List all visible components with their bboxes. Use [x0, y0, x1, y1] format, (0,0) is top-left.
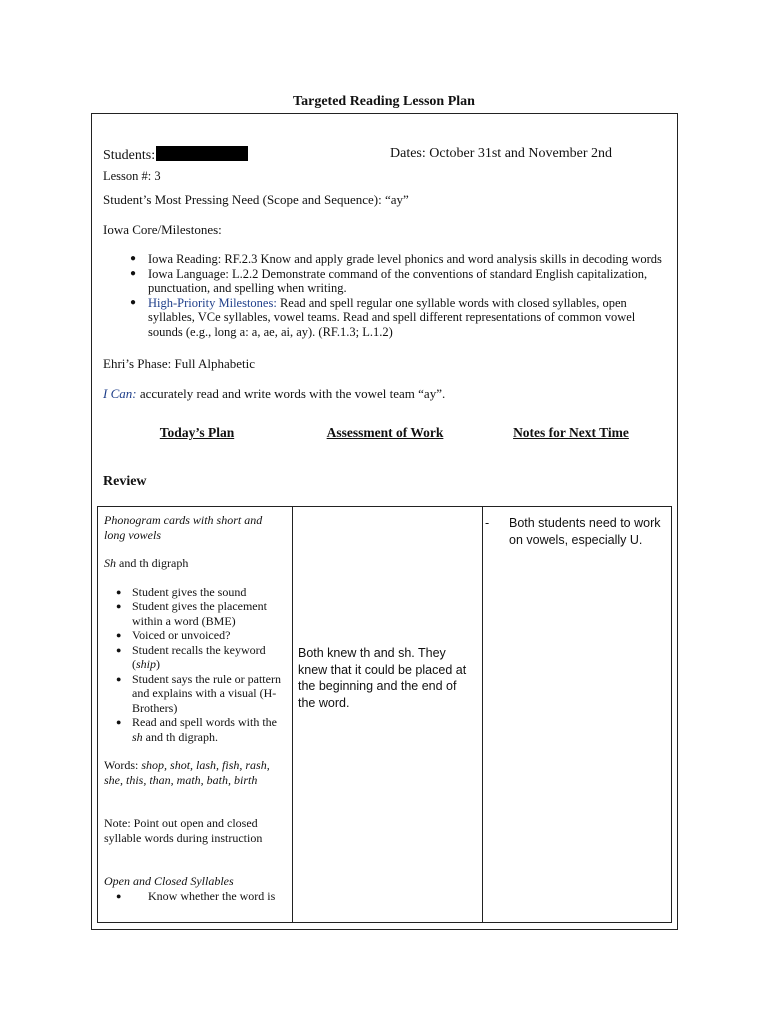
high-priority-label: High-Priority Milestones: [148, 295, 277, 310]
digraph-sh: Sh [104, 556, 116, 570]
milestone-item-reading: ● Iowa Reading: RF.2.3 Know and apply grade level phonics and word analysis skills in decoding words [130, 252, 670, 267]
dates-text: Dates: October 31st and November 2nd [390, 146, 612, 161]
i-can-statement [103, 386, 445, 401]
milestone-item-language: ● Iowa Language: L.2.2 Demonstrate command of the conventions of standard English capitalization, punctuation, and spelling when writing. [130, 267, 670, 296]
list-item: ● Student gives the placement within a word (BME) [104, 599, 286, 628]
pressing-need: Student’s Most Pressing Need (Scope and Sequence): “ay” [103, 192, 409, 207]
syllables-heading: Open and Closed Syllables [104, 874, 234, 888]
list-item: ● Know whether the word is [104, 889, 286, 904]
list-item: ● Student gives the sound [104, 585, 286, 600]
list-item: ● Read and spell words with the sh and th digraph. [104, 715, 286, 744]
ehri-phase: Ehri’s Phase: Full Alphabetic [103, 356, 256, 371]
notes-cell [485, 515, 664, 548]
column-header-notes: Notes for Next Time [513, 425, 629, 440]
redacted-names [156, 146, 248, 161]
word-list: Words: shop, shot, lash, fish, rash, she, this, than, math, bath, birth [104, 758, 270, 787]
review-heading: Review [103, 474, 147, 489]
plan-table [97, 506, 672, 923]
milestone-list [130, 252, 670, 339]
high-priority-text: Read and spell regular one syllable words with closed syllables, open syllables, VCe syllables, vowel teams. Read and spell different representations of common vowel sounds (e.g., long a: a, ae, ai, ay). (RF.1.3; L.1.2) [148, 295, 636, 339]
column-header-todays-plan: Today’s Plan [159, 425, 235, 440]
todays-plan-cell [104, 513, 286, 903]
milestone-item-high-priority [130, 296, 670, 340]
list-item: ● Voiced or unvoiced? [104, 628, 286, 643]
i-can-text: accurately read and write words with the vowel team “ay”. [136, 386, 446, 401]
digraph-steps-list [104, 585, 286, 745]
students-label: Students: [103, 148, 156, 163]
syllables-list [104, 889, 286, 904]
assessment-cell: Both knew th and sh. They knew that it could be placed at the beginning and the end of the word. [298, 646, 467, 710]
column-divider [292, 507, 293, 922]
iowa-core-heading: Iowa Core/Milestones: [103, 222, 222, 237]
column-header-assessment: Assessment of Work [326, 425, 444, 440]
lesson-number: Lesson #: 3 [103, 169, 161, 183]
list-item: ● Student recalls the keyword (ship) [104, 643, 286, 672]
instruction-note: Note: Point out open and closed syllable words during instruction [104, 816, 263, 845]
dash-bullet: - [485, 516, 490, 530]
document-title: Targeted Reading Lesson Plan [293, 94, 475, 109]
notes-text: Both students need to work on vowels, especially U. [509, 516, 661, 547]
phonogram-heading: Phonogram cards with short and long vowels [104, 513, 263, 542]
column-divider [482, 507, 483, 922]
students-line [103, 146, 248, 163]
digraph-rest: and th digraph [116, 556, 189, 570]
list-item: ● Student says the rule or pattern and explains with a visual (H-Brothers) [104, 672, 286, 716]
i-can-label: I Can: [103, 386, 137, 401]
